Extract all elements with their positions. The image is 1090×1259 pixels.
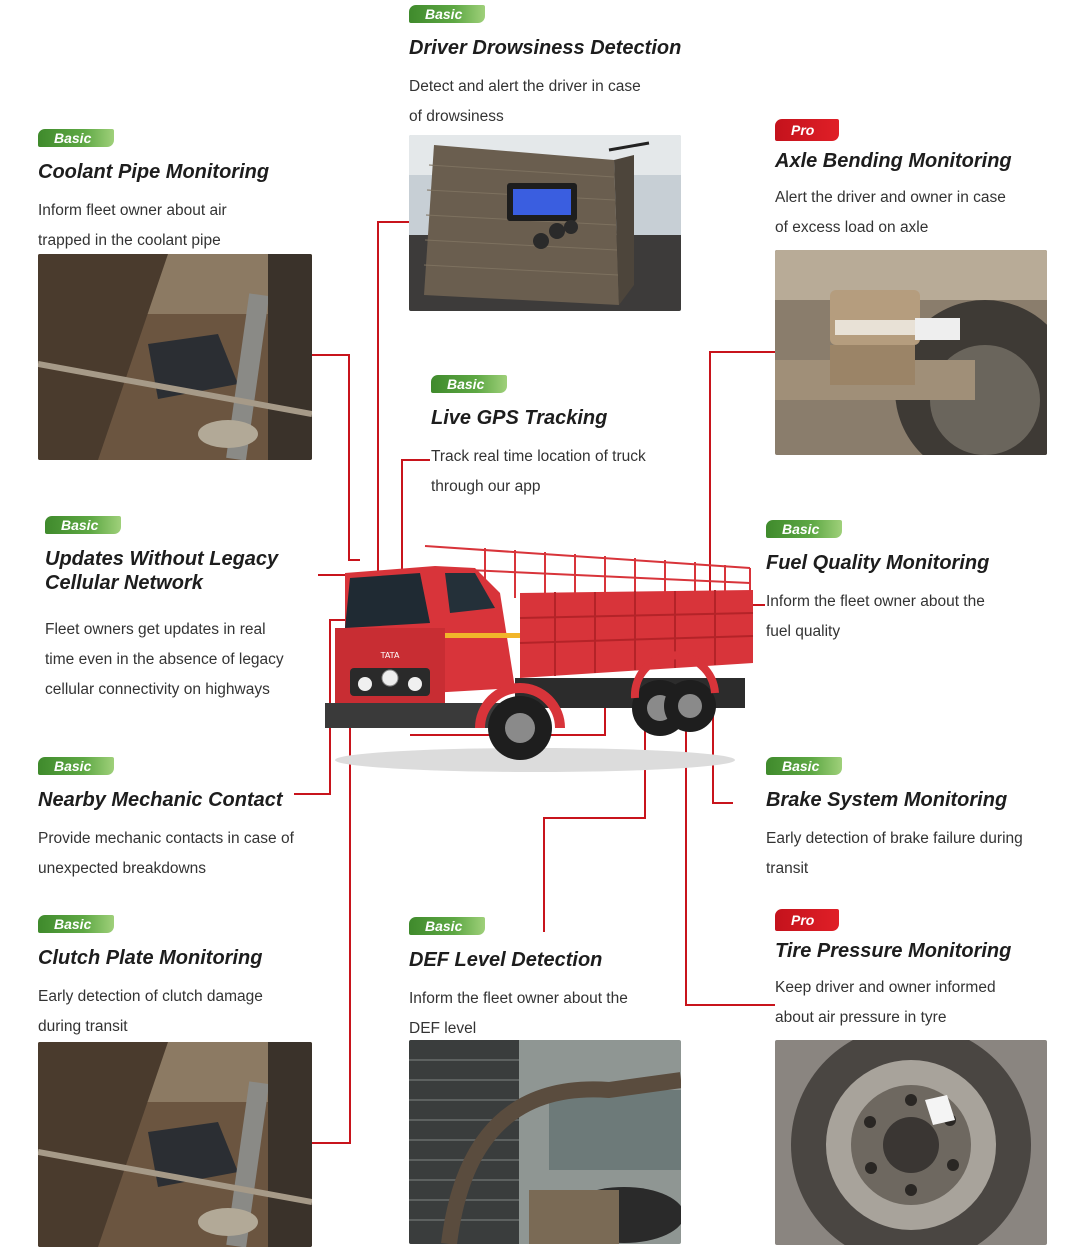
feature-desc xyxy=(38,982,263,1042)
feature-title: Nearby Mechanic Contact xyxy=(38,789,283,811)
feature-coolant-pipe xyxy=(38,129,269,256)
desc-line: transit xyxy=(766,860,809,877)
feature-desc xyxy=(409,72,681,132)
desc-line: unexpected breakdowns xyxy=(38,860,207,877)
title-line: Cellular Network xyxy=(45,572,203,594)
feature-title: Tire Pressure Monitoring xyxy=(775,940,1012,962)
basic-badge: Basic xyxy=(38,757,114,775)
axle-photo xyxy=(775,250,1047,455)
def-tank-photo xyxy=(409,1040,681,1244)
feature-desc xyxy=(38,196,269,256)
basic-badge: Basic xyxy=(38,129,114,147)
coolant-pipe-photo xyxy=(38,254,312,460)
basic-badge: Basic xyxy=(766,520,842,538)
feature-updates-without-legacy xyxy=(45,516,284,705)
feature-title: Fuel Quality Monitoring xyxy=(766,552,990,574)
feature-desc xyxy=(766,824,1023,884)
feature-title: Coolant Pipe Monitoring xyxy=(38,161,270,183)
basic-badge: Basic xyxy=(766,757,842,775)
desc-line: Early detection of clutch damage xyxy=(38,988,263,1005)
pro-badge: Pro xyxy=(775,909,839,931)
feature-desc xyxy=(409,984,628,1044)
feature-live-gps xyxy=(431,375,646,502)
feature-clutch-plate xyxy=(38,915,263,1042)
basic-badge: Basic xyxy=(409,917,485,935)
desc-line: Detect and alert the driver in case xyxy=(409,78,641,95)
basic-badge: Basic xyxy=(38,915,114,933)
desc-line: of drowsiness xyxy=(409,108,504,125)
desc-line: time even in the absence of legacy xyxy=(45,651,284,668)
feature-title: Brake System Monitoring xyxy=(766,789,1008,811)
desc-line: trapped in the coolant pipe xyxy=(38,232,221,249)
basic-badge: Basic xyxy=(45,516,121,534)
desc-line: fuel quality xyxy=(766,623,841,640)
feature-title: Clutch Plate Monitoring xyxy=(38,947,263,969)
feature-title: Live GPS Tracking xyxy=(431,407,608,429)
pro-badge: Pro xyxy=(775,119,839,141)
feature-desc xyxy=(38,824,294,884)
basic-badge: Basic xyxy=(409,5,485,23)
feature-fuel-quality xyxy=(766,520,989,647)
feature-desc xyxy=(775,973,1011,1033)
tire-photo xyxy=(775,1040,1047,1245)
clutch-plate-photo xyxy=(38,1042,312,1247)
desc-line: Inform the fleet owner about the xyxy=(409,990,628,1007)
basic-badge: Basic xyxy=(431,375,507,393)
feature-desc xyxy=(766,587,989,647)
feature-desc xyxy=(431,442,646,502)
feature-title xyxy=(45,547,284,595)
drowsiness-device-photo xyxy=(409,135,681,311)
feature-nearby-mechanic xyxy=(38,757,294,884)
feature-tire-pressure xyxy=(775,909,1011,1033)
feature-def-level xyxy=(409,917,628,1044)
truck-brand: TATA xyxy=(380,651,400,660)
feature-brake-system xyxy=(766,757,1023,884)
desc-line: Inform fleet owner about air xyxy=(38,202,227,219)
desc-line: Provide mechanic contacts in case of xyxy=(38,830,294,847)
feature-title: Axle Bending Monitoring xyxy=(775,150,1012,172)
desc-line: Alert the driver and owner in case xyxy=(775,189,1006,206)
desc-line: DEF level xyxy=(409,1020,477,1037)
feature-title: Driver Drowsiness Detection xyxy=(409,37,682,59)
desc-line: Keep driver and owner informed xyxy=(775,979,996,996)
desc-line: Early detection of brake failure during xyxy=(766,830,1023,847)
feature-title: DEF Level Detection xyxy=(409,949,603,971)
feature-driver-drowsiness xyxy=(409,5,681,132)
title-line: Updates Without Legacy xyxy=(45,548,279,570)
desc-line: Inform the fleet owner about the xyxy=(766,593,985,610)
truck-image xyxy=(315,528,755,778)
feature-desc xyxy=(45,615,284,705)
desc-line: about air pressure in tyre xyxy=(775,1009,947,1026)
desc-line: during transit xyxy=(38,1018,128,1035)
desc-line: cellular connectivity on highways xyxy=(45,681,270,698)
desc-line: Track real time location of truck xyxy=(431,448,646,465)
desc-line: of excess load on axle xyxy=(775,219,929,236)
desc-line: Fleet owners get updates in real xyxy=(45,621,266,638)
desc-line: through our app xyxy=(431,478,541,495)
feature-axle-bending xyxy=(775,119,1012,243)
feature-desc xyxy=(775,183,1012,243)
